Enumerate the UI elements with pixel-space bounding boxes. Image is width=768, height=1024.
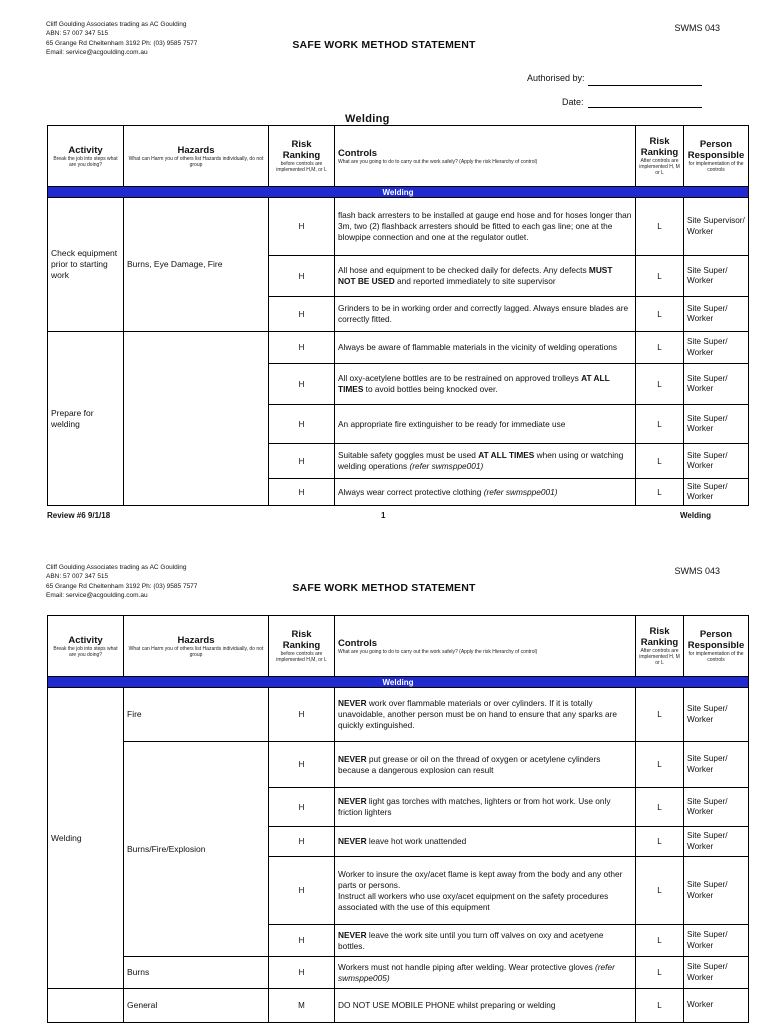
risk-ranking-cell: H (269, 444, 335, 479)
control-text: work over flammable materials or over cylinders. If it is totally unavoidable, another person must be on hand to ensure that any sparks are quickly extinguished. (338, 698, 618, 730)
risk-ranking-cell: H (269, 957, 335, 989)
control-reference: (refer swmsppe005) (338, 961, 615, 983)
control-reference: (refer swmsppe001) (483, 486, 558, 497)
footer-page-number: 1 (381, 511, 386, 520)
document-title: SAFE WORK METHOD STATEMENT (292, 582, 476, 594)
risk-ranking-cell: H (269, 332, 335, 364)
date-label: Date: (562, 97, 584, 107)
activity-header: Activity Break the job into steps what are you doing? (48, 126, 124, 187)
table-row (48, 989, 749, 1023)
section-band-label: Welding (48, 677, 749, 688)
person-responsible-header: Person Responsible for implementation of the controls (684, 126, 749, 187)
company-line: Cliff Goulding Associates trading as AC Goulding (46, 21, 187, 28)
risk-ranking-header: Risk Ranking before controls are implemented H,M, or L (269, 616, 335, 677)
person-responsible-cell: Site Supervisor/ Worker (684, 198, 749, 256)
risk-ranking-after-cell: L (636, 857, 684, 925)
controls-header: Controls What are you going to do to carry out the work safely? (Apply the risk Hierarchy of control) (335, 126, 636, 187)
control-emphasis: AT ALL TIMES (338, 373, 610, 394)
risk-ranking-after-cell: L (636, 742, 684, 788)
risk-ranking-after-cell: L (636, 256, 684, 297)
control-cell (335, 957, 636, 989)
control-cell (335, 827, 636, 857)
control-text: leave hot work unattended (366, 836, 467, 846)
control-cell (335, 989, 636, 1023)
control-text: All oxy-acetylene bottles are to be restrained on approved trolleys (338, 373, 582, 383)
risk-ranking-cell: H (269, 688, 335, 742)
table-row (48, 957, 749, 989)
control-cell (335, 788, 636, 827)
control-reference: (refer swmsppe001) (409, 461, 484, 471)
risk-ranking-cell: H (269, 198, 335, 256)
company-line: 65 Grange Rd Cheltenham 3192 Ph: (03) 9585 7577 (46, 582, 198, 590)
risk-ranking-cell: H (269, 479, 335, 506)
control-cell (335, 925, 636, 957)
table-row (48, 742, 749, 788)
risk-ranking-after-cell: L (636, 989, 684, 1023)
risk-ranking-after-cell: L (636, 444, 684, 479)
control-text: DO NOT USE MOBILE PHONE whilst preparing or welding (338, 1000, 556, 1010)
swms-table-page-2 (47, 615, 749, 1023)
hazard-cell: Burns/Fire/Explosion (124, 742, 269, 957)
control-cell (335, 742, 636, 788)
control-emphasis: MUST NOT BE USED (338, 265, 613, 286)
person-responsible-cell: Site Super/ Worker (684, 405, 749, 444)
risk-ranking-cell: H (269, 827, 335, 857)
risk-ranking-after-header: Risk Ranking After controls are implemented H, M or L (636, 616, 684, 677)
person-responsible-cell: Site Super/ Worker (684, 857, 749, 925)
control-text: light gas torches with matches, lighters or from hot work. Use only friction lighters (338, 796, 611, 817)
company-line: ABN: 57 007 347 515 (46, 573, 109, 581)
section-band (48, 677, 749, 688)
person-responsible-cell: Site Super/ Worker (684, 827, 749, 857)
company-line: Email: service@acgoulding.com.au (46, 591, 148, 599)
company-line: ABN: 57 007 347 515 (46, 30, 109, 38)
hazard-cell: Burns, Eye Damage, Fire (124, 198, 269, 332)
control-text: Grinders to be in working order and correctly lagged. Always ensure blades are correctly fitted. (338, 303, 629, 324)
header-row (48, 616, 749, 677)
person-responsible-cell: Site Super/ Worker (684, 332, 749, 364)
risk-ranking-after-cell: L (636, 688, 684, 742)
risk-ranking-cell: H (269, 857, 335, 925)
risk-ranking-cell: H (269, 405, 335, 444)
risk-ranking-after-cell: L (636, 332, 684, 364)
control-text: Suitable safety goggles must be used (338, 450, 479, 460)
authorised-by-label: Authorised by: (527, 73, 585, 83)
person-responsible-cell: Site Super/ Worker (684, 688, 749, 742)
footer-review: Review #6 9/1/18 (47, 511, 111, 520)
person-responsible-cell: Site Super/ Worker (684, 742, 749, 788)
risk-ranking-cell: H (269, 742, 335, 788)
risk-ranking-after-cell: L (636, 297, 684, 332)
control-emphasis: NEVER (338, 698, 367, 708)
risk-ranking-after-cell: L (636, 479, 684, 506)
control-text: to avoid bottles being knocked over. (363, 384, 498, 394)
activity-cell: Check equipment prior to starting work (48, 198, 124, 332)
activity-cell (48, 989, 124, 1023)
section-title: Welding (345, 113, 390, 125)
control-text: Always wear correct protective clothing (338, 486, 484, 497)
hazard-cell: General (124, 989, 269, 1023)
risk-ranking-cell: H (269, 364, 335, 405)
section-band-label: Welding (48, 187, 749, 198)
risk-ranking-cell: H (269, 788, 335, 827)
person-responsible-cell: Site Super/ Worker (684, 444, 749, 479)
footer-section: Welding (680, 511, 711, 520)
control-emphasis: NEVER (338, 796, 367, 806)
control-text: Workers must not handle piping after welding. Wear protective gloves (338, 961, 596, 972)
control-cell (335, 857, 636, 925)
control-text: Always be aware of flammable materials in the vicinity of welding operations (338, 342, 617, 352)
control-text: put grease or oil on the thread of oxygen or acetylene cylinders because a dangerous explosion can result (338, 753, 601, 775)
control-emphasis: NEVER (338, 753, 367, 764)
risk-ranking-after-cell: L (636, 198, 684, 256)
controls-header: Controls What are you going to do to carry out the work safely? (Apply the risk Hierarchy of control) (335, 616, 636, 677)
hazards-header: Hazards What can Harm you of others list Hazards individually, do not group (124, 126, 269, 187)
risk-ranking-after-cell: L (636, 925, 684, 957)
risk-ranking-after-cell: L (636, 957, 684, 989)
risk-ranking-cell: M (269, 989, 335, 1023)
risk-ranking-after-cell: L (636, 788, 684, 827)
table-row (48, 688, 749, 742)
control-cell (335, 688, 636, 742)
company-line: Cliff Goulding Associates trading as AC Goulding (46, 564, 187, 571)
person-responsible-cell: Site Super/ Worker (684, 479, 749, 506)
hazards-header: Hazards What can Harm you of others list Hazards individually, do not group (124, 616, 269, 677)
control-text: An appropriate fire extinguisher to be ready for immediate use (338, 418, 566, 429)
risk-ranking-after-cell: L (636, 405, 684, 444)
risk-ranking-after-header: Risk Ranking After controls are implemented H, M or L (636, 126, 684, 187)
company-line: 65 Grange Rd Cheltenham 3192 Ph: (03) 9585 7577 (46, 39, 198, 47)
company-line: Email: service@acgoulding.com.au (46, 48, 148, 56)
document-number: SWMS 043 (674, 566, 720, 576)
risk-ranking-cell: H (269, 256, 335, 297)
person-responsible-cell: Site Super/ Worker (684, 788, 749, 827)
activity-cell: Prepare for welding (48, 332, 124, 506)
document-title: SAFE WORK METHOD STATEMENT (292, 39, 476, 51)
risk-ranking-cell: H (269, 925, 335, 957)
control-text: All hose and equipment to be checked daily for defects. Any defects (338, 265, 589, 275)
person-responsible-cell: Worker (684, 989, 749, 1023)
control-emphasis: NEVER (338, 836, 367, 846)
control-text: flash back arresters to be installed at gauge end hose and for hoses longer than 3m, two (2) flashback arresters should be fitted to each gas line; one at the blowpipe connection and one at the regulator outlet. (338, 210, 632, 242)
person-responsible-header: Person Responsible for implementation of the controls (684, 616, 749, 677)
risk-ranking-after-cell: L (636, 364, 684, 405)
hazard-cell: Burns (124, 957, 269, 989)
control-text: and reported immediately to site supervisor (394, 276, 556, 286)
control-emphasis: NEVER (338, 929, 367, 940)
person-responsible-cell: Site Super/ Worker (684, 297, 749, 332)
control-text: when using or watching welding operations (338, 450, 624, 471)
control-text: Worker to insure the oxy/acet flame is kept away from the body and any other parts or persons. Instruct all workers who use oxy/acet equipment on the safety procedures associated with the use of this equipment (338, 868, 623, 912)
hazard-cell: Fire (124, 688, 269, 742)
control-emphasis: AT ALL TIMES (478, 450, 535, 460)
activity-header: Activity Break the job into steps what are you doing? (48, 616, 124, 677)
activity-cell: Welding (48, 688, 124, 989)
document-number: SWMS 043 (674, 23, 720, 33)
risk-ranking-after-cell: L (636, 827, 684, 857)
person-responsible-cell: Site Super/ Worker (684, 256, 749, 297)
person-responsible-cell: Site Super/ Worker (684, 364, 749, 405)
risk-ranking-header: Risk Ranking before controls are implemented H,M, or L (269, 126, 335, 187)
person-responsible-cell: Site Super/ Worker (684, 925, 749, 957)
risk-ranking-cell: H (269, 297, 335, 332)
person-responsible-cell: Site Super/ Worker (684, 957, 749, 989)
control-text: leave the work site until you turn off valves on oxy and acetyene bottles. (338, 929, 604, 951)
